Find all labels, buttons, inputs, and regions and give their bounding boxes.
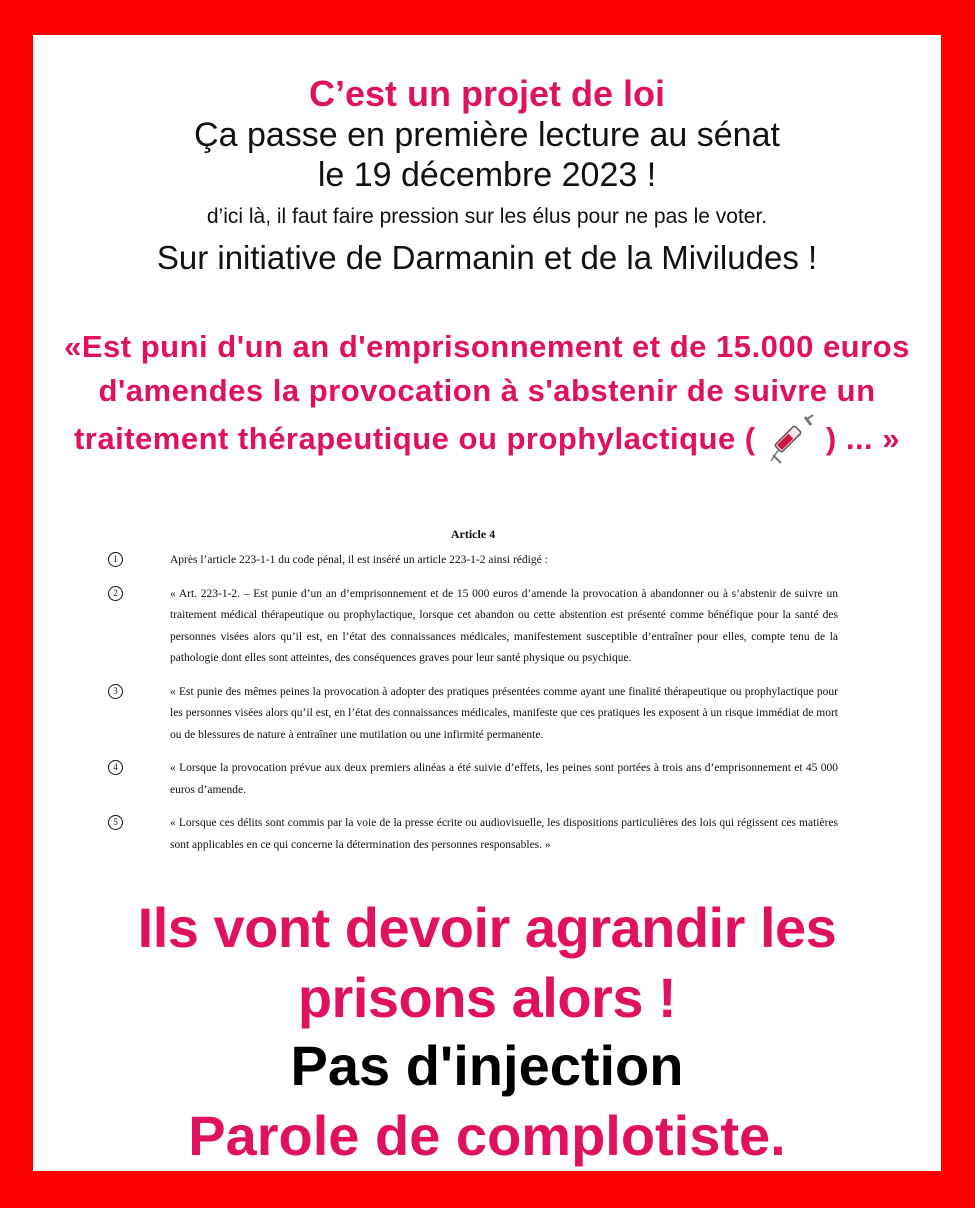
conspiracist-slogan: Parole de complotiste.: [188, 1104, 786, 1167]
quote-text: «Est puni d'un an d'emprisonnement et de 15.000 euros d'amendes la provocation à s'abstenir de suivre un traitement thérapeutique ou prophylactique (: [64, 329, 910, 457]
article-paragraph: [108, 550, 838, 572]
headline-date: le 19 décembre 2023 !: [317, 156, 657, 194]
syringe-icon: [765, 413, 817, 469]
poster-card: [33, 35, 941, 1171]
quote-end: ) ... »: [825, 421, 901, 457]
article-title: Article 4: [450, 527, 496, 541]
paragraph-text: Après l’article 223-1-1 du code pénal, il est inséré un article 223-1-2 ainsi rédigé :: [170, 554, 548, 566]
no-injection-slogan: Pas d'injection: [290, 1034, 684, 1097]
paragraph-number: 3: [108, 684, 123, 699]
article-paragraph: [108, 813, 838, 856]
headline-reading: [33, 115, 941, 195]
paragraph-text: « Est punie des mêmes peines la provocation à adopter des pratiques présentées comme ayant une finalité thérapeutique ou prophylactique pour les personnes visées alors qu’il est, en l’état des connaissances médicales, manifeste que ces pratiques les exposent à un risque immédiat de mort ou de blessures de nature à entraîner une mutilation ou une infirmité permanente.: [170, 685, 838, 741]
paragraph-number: 2: [108, 586, 123, 601]
headline-senate: Ça passe en première lecture au sénat: [194, 116, 780, 154]
initiative-line: Sur initiative de Darmanin et de la Miviludes !: [156, 239, 818, 276]
paragraph-text: « Lorsque la provocation prévue aux deux premiers alinéas a été suivie d’effets, les peines sont portées à trois ans d’emprisonnement et 45 000 euros d’amende.: [170, 762, 838, 796]
article-paragraph: [108, 584, 838, 670]
paragraph-number: 4: [108, 760, 123, 775]
article-excerpt: [108, 527, 838, 868]
paragraph-text: « Lorsque ces délits sont commis par la voie de la presse écrite ou audiovisuelle, les dispositions particulières des lois qui régissent ces matières sont applicables en ce qui concerne la détermination des personnes responsables. »: [170, 817, 838, 851]
pressure-note: d’ici là, il faut faire pression sur les élus pour ne pas le voter.: [206, 205, 768, 228]
headline-bill: C’est un projet de loi: [308, 73, 666, 114]
article-paragraph: [108, 758, 838, 801]
paragraph-number: 1: [108, 552, 123, 567]
prisons-slogan: Ils vont devoir agrandir les prisons alors !: [137, 896, 837, 1029]
law-quote: [63, 325, 911, 469]
paragraph-text: « Art. 223-1-2. – Est punie d’un an d’emprisonnement et de 15 000 euros d’amende la provocation à abandonner ou à s’abstenir de suivre un traitement médical thérapeutique ou prophylactique, lorsque cet abandon ou cette abstention est présenté comme bénéfique pour la santé des personnes visées alors qu’il est, en l’état des connaissances médicales, manifestement susceptible d’entraîner pour elles, compte tenu de la pathologie dont elles sont atteintes, des conséquences graves pour leur santé physique ou psychique.: [170, 587, 838, 664]
paragraph-number: 5: [108, 815, 123, 830]
article-paragraph: [108, 682, 838, 747]
